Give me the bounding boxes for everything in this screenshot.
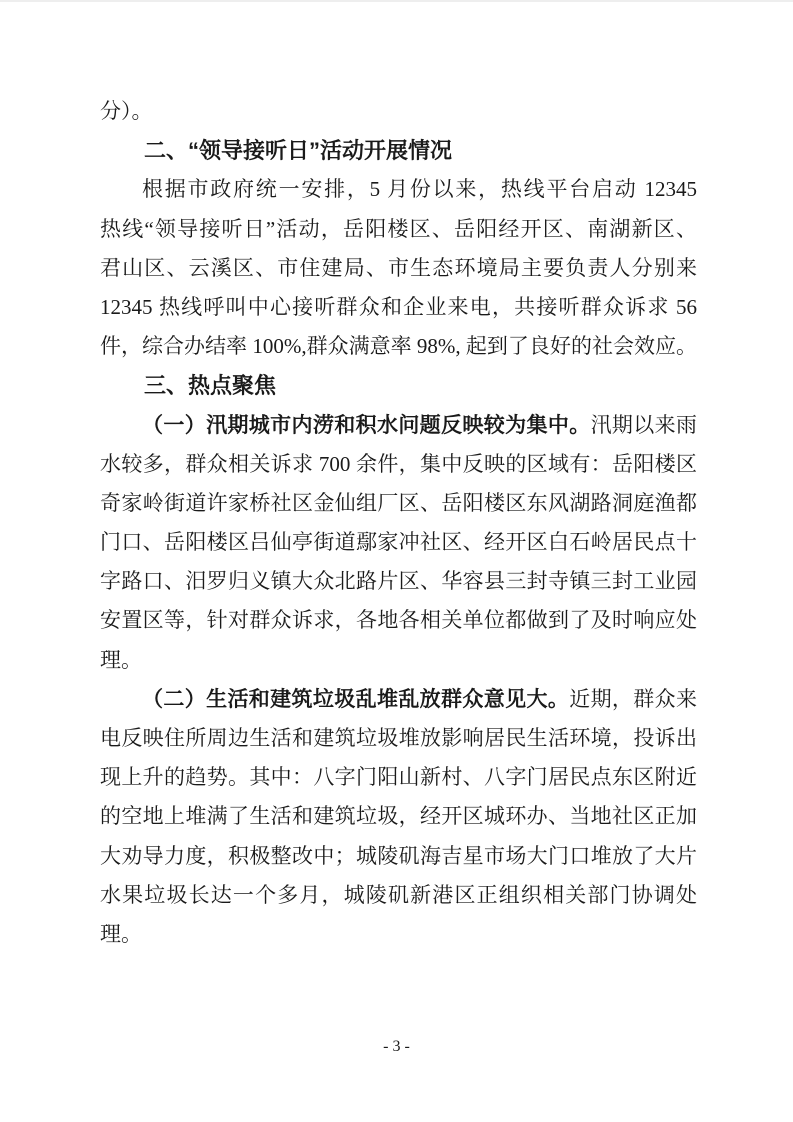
text-segment: 君山区、云溪区、市住建局、市生态环境局主要负责人分别来 <box>100 255 697 280</box>
text-line <box>100 210 697 249</box>
paragraph-continuation <box>100 92 697 131</box>
text-segment: 理。 <box>100 647 142 672</box>
text-line <box>100 249 697 288</box>
text-segment: 12345 热线呼叫中心接听群众和企业来电，共接听群众诉求 56 <box>100 294 697 319</box>
text-line <box>100 876 697 915</box>
text-line <box>100 366 697 405</box>
bold-text-segment: （一）汛期城市内涝和积水问题反映较为集中。 <box>142 413 591 437</box>
document-body <box>100 92 697 954</box>
text-line <box>100 406 697 445</box>
bold-text-segment: （二）生活和建筑垃圾乱堆乱放群众意见大。 <box>142 687 570 711</box>
text-segment: 的空地上堆满了生活和建筑垃圾，经开区城环办、当地社区正加 <box>100 804 697 829</box>
text-line <box>100 327 697 366</box>
heading-section-3 <box>100 366 697 405</box>
text-segment: 理。 <box>100 921 142 946</box>
text-line <box>100 680 697 719</box>
scan-top-edge <box>0 0 793 2</box>
text-line <box>100 837 697 876</box>
text-segment: 电反映住所周边生活和建筑垃圾堆放影响居民生活环境，投诉出 <box>100 726 697 750</box>
bold-text-segment: 三、热点聚焦 <box>144 373 277 399</box>
text-segment: 根据市政府统一安排，5 月份以来，热线平台启动 12345 <box>142 177 697 202</box>
paragraph-leader-hotline-day <box>100 170 697 366</box>
text-line <box>100 562 697 601</box>
text-segment: 水果垃圾长达一个多月，城陵矶新港区正组织相关部门协调处 <box>100 882 697 907</box>
text-segment: 汛期以来雨 <box>590 412 697 437</box>
text-segment: 近期，群众来 <box>569 686 697 711</box>
paragraph-garbage-dumping-focus <box>100 680 697 954</box>
text-line <box>100 641 697 680</box>
text-segment: 门口、岳阳楼区吕仙亭街道鄢家冲社区、经开区白石岭居民点十 <box>100 530 697 555</box>
text-segment: 分）。 <box>100 99 153 123</box>
text-line <box>100 288 697 327</box>
text-line <box>100 131 697 170</box>
text-line <box>100 915 697 954</box>
text-segment: 大劝导力度，积极整改中；城陵矶海吉星市场大门口堆放了大片 <box>100 843 697 868</box>
text-line <box>100 445 697 484</box>
paragraph-flood-waterlogging-focus <box>100 406 697 680</box>
bold-text-segment: 二、“领导接听日”活动开展情况 <box>144 138 453 164</box>
text-line <box>100 484 697 523</box>
text-segment: 水较多，群众相关诉求 700 余件，集中反映的区域有：岳阳楼区 <box>100 451 697 476</box>
text-segment: 字路口、汨罗归义镇大众北路片区、华容县三封寺镇三封工业园 <box>100 569 697 594</box>
text-line <box>100 758 697 797</box>
text-line <box>100 523 697 562</box>
text-segment: 奇家岭街道许家桥社区金仙组厂区、岳阳楼区东风湖路洞庭渔都 <box>100 490 697 515</box>
heading-section-2 <box>100 131 697 170</box>
text-segment: 件，综合办结率 100%,群众满意率 98%, 起到了良好的社会效应。 <box>100 334 697 359</box>
text-segment: 安置区等，针对群众诉求，各地各相关单位都做到了及时响应处 <box>100 608 697 633</box>
text-line <box>100 719 697 758</box>
text-segment: 现上升的趋势。其中：八字门阳山新村、八字门居民点东区附近 <box>100 765 697 790</box>
text-line <box>100 92 697 131</box>
text-segment: 热线“领导接听日”活动，岳阳楼区、岳阳经开区、南湖新区、 <box>100 216 697 241</box>
page-number: - 3 - <box>383 1038 410 1055</box>
text-line <box>100 170 697 209</box>
text-line <box>100 797 697 836</box>
text-line <box>100 601 697 640</box>
